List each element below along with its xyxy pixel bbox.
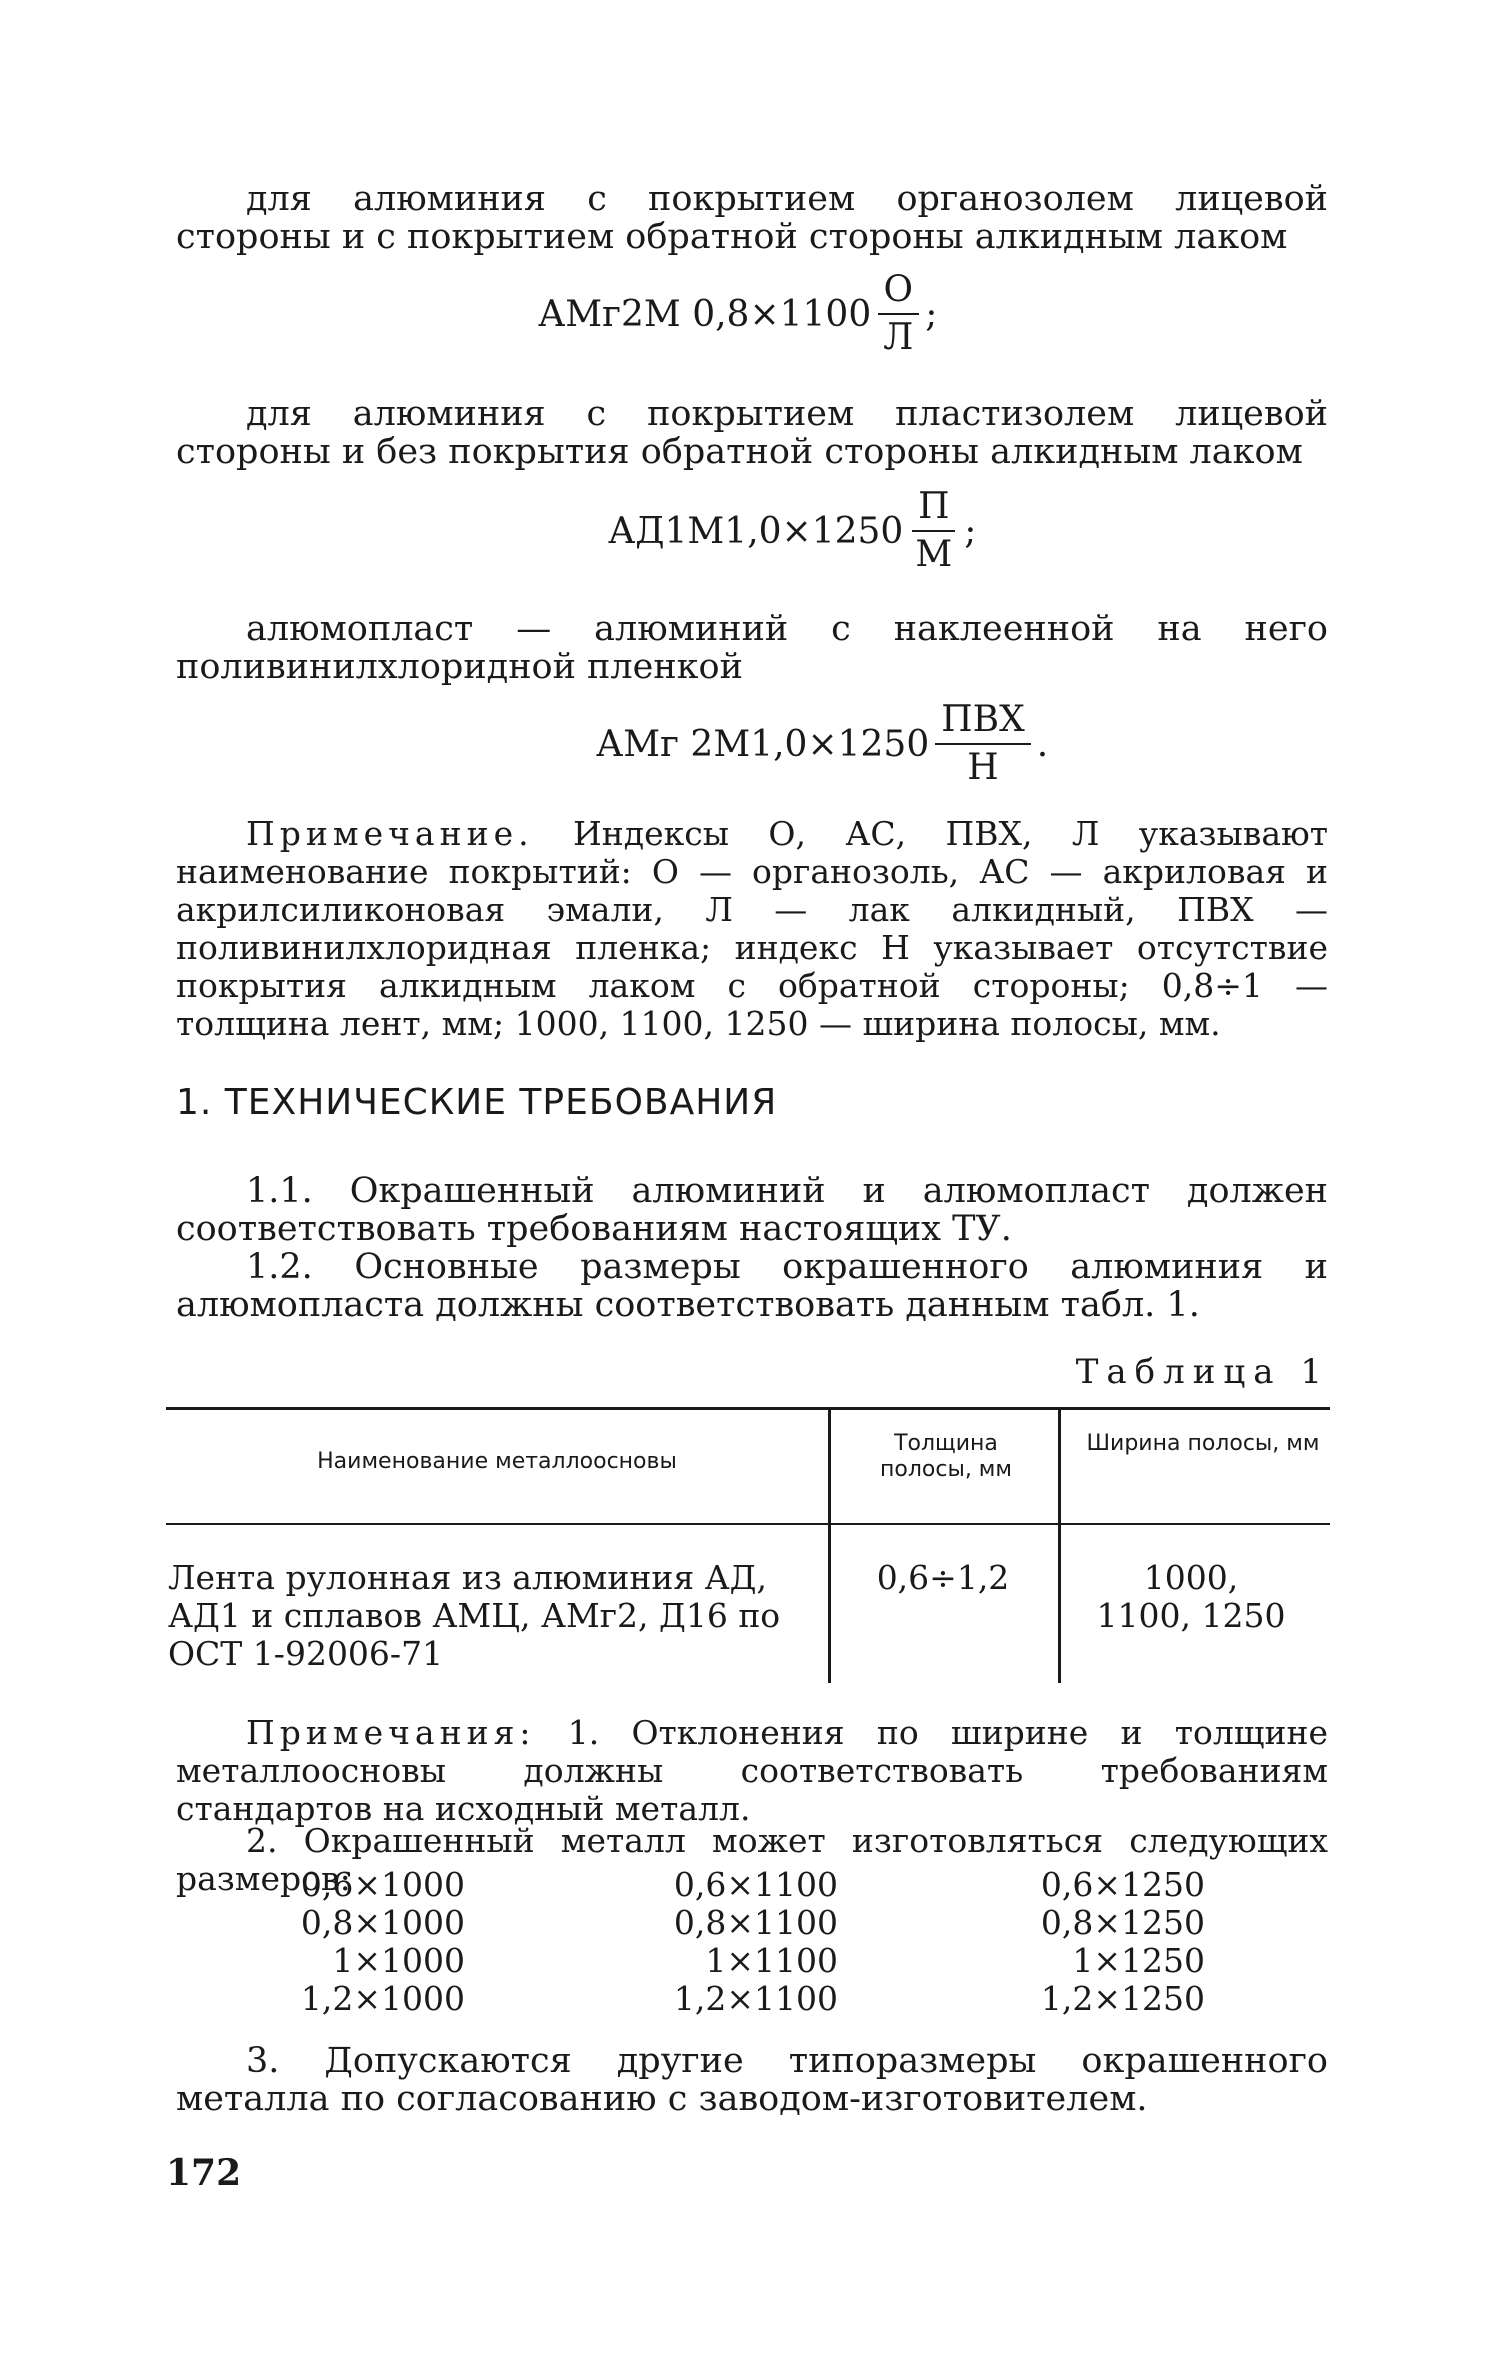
intro-paragraph-2 (176, 395, 1328, 471)
notes-item-2: 2. Окрашенный металл может изготовляться следующих размеров: (176, 1821, 1328, 1898)
fraction-denominator: М (915, 534, 953, 575)
clause-number: 1.2. (246, 1247, 313, 1287)
clause-2 (176, 1248, 1328, 1324)
table-cell-thickness: 0,6÷1,2 (876, 1558, 1010, 1597)
size-value: 0,8×1000 (300, 1903, 465, 1942)
table-column-divider (1058, 1407, 1061, 1683)
fraction-denominator: Н (967, 747, 999, 788)
notes-label: Примечания: (246, 1713, 536, 1752)
table-cell-name: Лента рулонная из алюминия АД, АД1 и сплавов АМЦ, АМг2, Д16 по ОСТ 1-92006-71 (168, 1558, 781, 1673)
sizes-column-1000 (250, 1866, 465, 2018)
size-value: 1×1250 (1072, 1941, 1205, 1980)
formula-base: АД1М1,0×1250 (608, 510, 904, 552)
note-label: Примечание. (246, 814, 534, 853)
intro-text-2: для алюминия с покрытием пластизолем лицевой стороны и без покрытия обратной стороны алкидным лаком (176, 394, 1328, 472)
note-text: Индексы О, АС, ПВХ, Л указывают наименование покрытий: О — органозоль, АС — акриловая и акрилсиликоновая эмали, Л — лак алкидный, ПВХ — поливинилхлоридная пленка; индекс Н указывает отсутствие покрытия алкидным лаком с обратной стороны; 0,8÷1 — толщина лент, мм; 1000, 1100, 1250 — ширина полосы, мм. (176, 814, 1329, 1043)
formula-end: . (1036, 723, 1049, 765)
size-value: 0,6×1000 (300, 1865, 465, 1904)
clause-text: Окрашенный алюминий и алюмопласт должен соответствовать требованиям настоящих ТУ. (176, 1171, 1328, 1249)
fraction-numerator: П (912, 487, 955, 532)
formula-base: АМг 2М1,0×1250 (596, 723, 930, 765)
intro-paragraph-1 (176, 180, 1328, 256)
formula-3 (596, 700, 1048, 788)
clause-1 (176, 1172, 1328, 1248)
formula-fraction (909, 487, 958, 575)
table-1 (166, 1407, 1330, 1683)
fraction-numerator: ПВХ (935, 700, 1030, 745)
table-header-rule (166, 1523, 1330, 1525)
sizes-column-1100 (620, 1866, 838, 2018)
size-value: 1×1000 (332, 1941, 465, 1980)
notes-paragraph-3 (176, 2042, 1328, 2118)
section-heading: 1. ТЕХНИЧЕСКИЕ ТРЕБОВАНИЯ (176, 1082, 778, 1123)
size-value: 0,8×1250 (1040, 1903, 1205, 1942)
size-value: 1,2×1100 (673, 1979, 838, 2018)
note-paragraph (176, 815, 1328, 1043)
formula-end: ; (964, 510, 977, 552)
size-value: 1,2×1000 (300, 1979, 465, 2018)
sizes-column-1250 (990, 1866, 1205, 2018)
size-value: 1,2×1250 (1040, 1979, 1205, 2018)
intro-text-3: алюмопласт — алюминий с наклеенной на него поливинилхлоридной пленкой (176, 609, 1328, 687)
size-value: 0,8×1100 (673, 1903, 838, 1942)
size-value: 1×1100 (705, 1941, 838, 1980)
intro-paragraph-3 (176, 610, 1328, 686)
table-header-name: Наименование металлоосновы (317, 1449, 677, 1474)
size-value: 0,6×1250 (1040, 1865, 1205, 1904)
formula-end: ; (925, 293, 938, 335)
formula-base: АМг2М 0,8×1100 (538, 293, 872, 335)
formula-fraction (935, 700, 1030, 788)
notes-paragraph-1 (176, 1714, 1328, 1828)
page-number: 172 (166, 2152, 242, 2194)
table-label: Таблица 1 (1075, 1352, 1330, 1392)
table-cell-width: 1000, 1100, 1250 (1096, 1558, 1286, 1635)
table-column-divider (828, 1407, 831, 1683)
clause-number: 1.1. (246, 1171, 313, 1211)
fraction-numerator: О (878, 270, 920, 315)
fraction-denominator: Л (883, 317, 914, 358)
formula-fraction (877, 270, 919, 358)
formula-2 (608, 487, 976, 575)
clause-text: Основные размеры окрашенного алюминия и алюмопласта должны соответствовать данным табл. 1. (176, 1247, 1328, 1325)
table-header-width: Ширина полосы, мм (1086, 1431, 1320, 1456)
notes-item-3: 3. Допускаются другие типоразмеры окрашенного металла по согласованию с заводом-изготовителем. (176, 2041, 1328, 2119)
size-value: 0,6×1100 (673, 1865, 838, 1904)
formula-1 (538, 270, 937, 358)
intro-text-1: для алюминия с покрытием органозолем лицевой стороны и с покрытием обратной стороны алкидным лаком (176, 179, 1328, 257)
notes-item-1: 1. Отклонения по ширине и толщине металлоосновы должны соответствовать требованиям стандартов на исходный металл. (176, 1713, 1328, 1828)
table-top-rule (166, 1407, 1330, 1410)
table-header-thickness: Толщина полосы, мм (879, 1431, 1012, 1482)
